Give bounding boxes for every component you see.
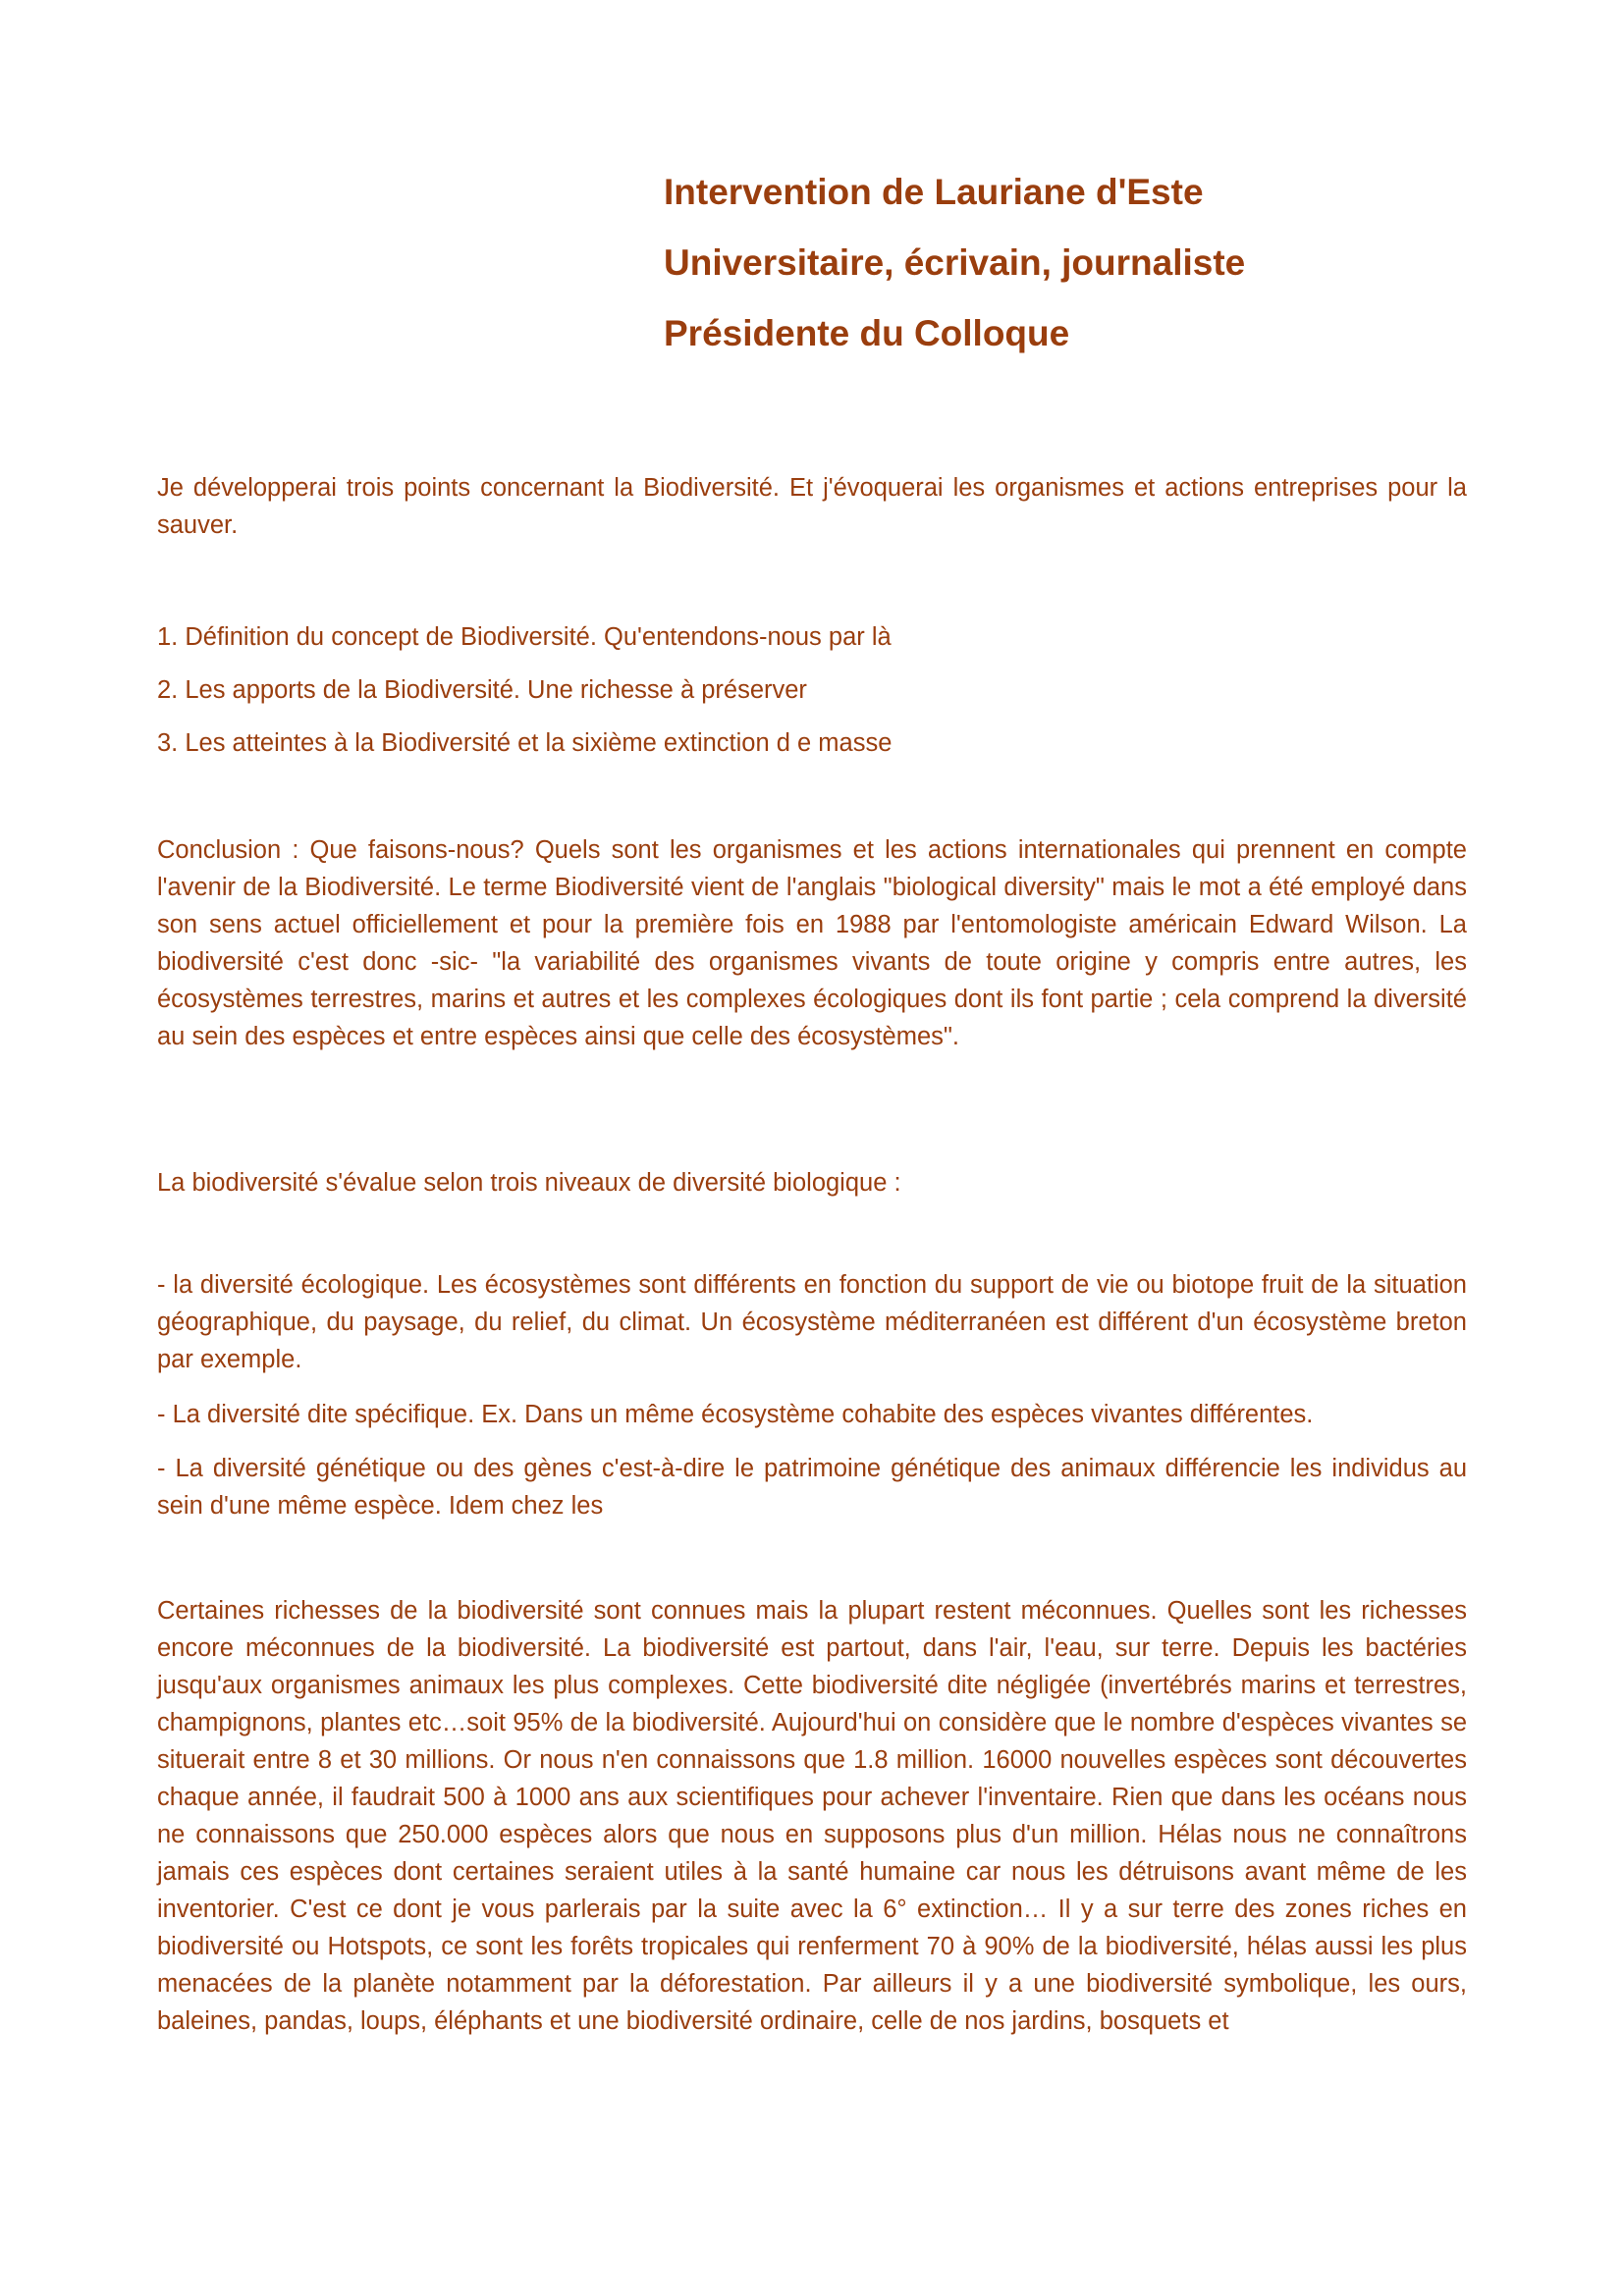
outline-item-2: 2. Les apports de la Biodiversité. Une richesse à préserver (157, 676, 807, 704)
levels-intro-paragraph: La biodiversité s'évalue selon trois niveaux de diversité biologique : (157, 1169, 901, 1197)
speaker-title: Intervention de Lauriane d'Este (664, 172, 1204, 212)
level-ecological-paragraph: - la diversité écologique. Les écosystèmes sont différents en fonction du support de vie ou biotope fruit de la situation géographique, du paysage, du relief, du climat. Un écosystème méditerranéen est différent d'un écosystème breton par exemple. (157, 1271, 1467, 1373)
richesses-paragraph: Certaines richesses de la biodiversité sont connues mais la plupart restent méconnues. Quelles sont les richesses encore méconnues de la biodiversité. La biodiversité est partout, dans l'air, l'eau, sur terre. Depuis les bactéries jusqu'aux organismes animaux les plus complexes. Cette biodiversité dite négligée (invertébrés marins et terrestres, champignons, plantes etc…soit 95% de la biodiversité. Aujourd'hui on considère que le nombre d'espèces vivantes se situerait entre 8 et 30 millions. Or nous n'en connaissons que 1.8 million. 16000 nouvelles espèces sont découvertes chaque année, il faudrait 500 à 1000 ans aux scientifiques pour achever l'inventaire. Rien que dans les océans nous ne connaissons que 250.000 espèces alors que nous en supposons plus d'un million. Hélas nous ne connaîtrons jamais ces espèces dont certaines seraient utiles à la santé humaine car nous les détruisons avant même de les inventorier. C'est ce dont je vous parlerais par la suite avec la 6° extinction… Il y a sur terre des zones riches en biodiversité ou Hotspots, ce sont les forêts tropicales qui renferment 70 à 90% de la biodiversité, hélas aussi les plus menacées de la planète notamment par la déforestation. Par ailleurs il y a une biodiversité symbolique, les ours, baleines, pandas, loups, éléphants et une biodiversité ordinaire, celle de nos jardins, bosquets et (157, 1597, 1467, 2035)
level-genetic-paragraph: - La diversité génétique ou des gènes c'est-à-dire le patrimoine génétique des animaux différencie les individus au sein d'une même espèce. Idem chez les (157, 1455, 1467, 1520)
speaker-position: Présidente du Colloque (664, 313, 1070, 353)
intro-paragraph: Je développerai trois points concernant la Biodiversité. Et j'évoquerai les organismes et actions entreprises pour la sauver. (157, 474, 1467, 539)
outline-item-1: 1. Définition du concept de Biodiversité. Qu'entendons-nous par là (157, 623, 892, 651)
speaker-roles: Universitaire, écrivain, journaliste (664, 242, 1246, 283)
outline-item-3: 3. Les atteintes à la Biodiversité et la sixième extinction d e masse (157, 729, 893, 757)
conclusion-paragraph: Conclusion : Que faisons-nous? Quels sont les organismes et les actions internationales qui prennent en compte l'avenir de la Biodiversité. Le terme Biodiversité vient de l'anglais "biological diversity" mais le mot a été employé dans son sens actuel officiellement et pour la première fois en 1988 par l'entomologiste américain Edward Wilson. La biodiversité c'est donc -sic- "la variabilité des organismes vivants de toute origine y compris entre autres, les écosystèmes terrestres, marins et autres et les complexes écologiques dont ils font partie ; cela comprend la diversité au sein des espèces et entre espèces ainsi que celle des écosystèmes". (157, 836, 1467, 1050)
level-specific-paragraph: - La diversité dite spécifique. Ex. Dans un même écosystème cohabite des espèces vivantes différentes. (157, 1401, 1314, 1428)
speaker-header (664, 157, 1547, 369)
